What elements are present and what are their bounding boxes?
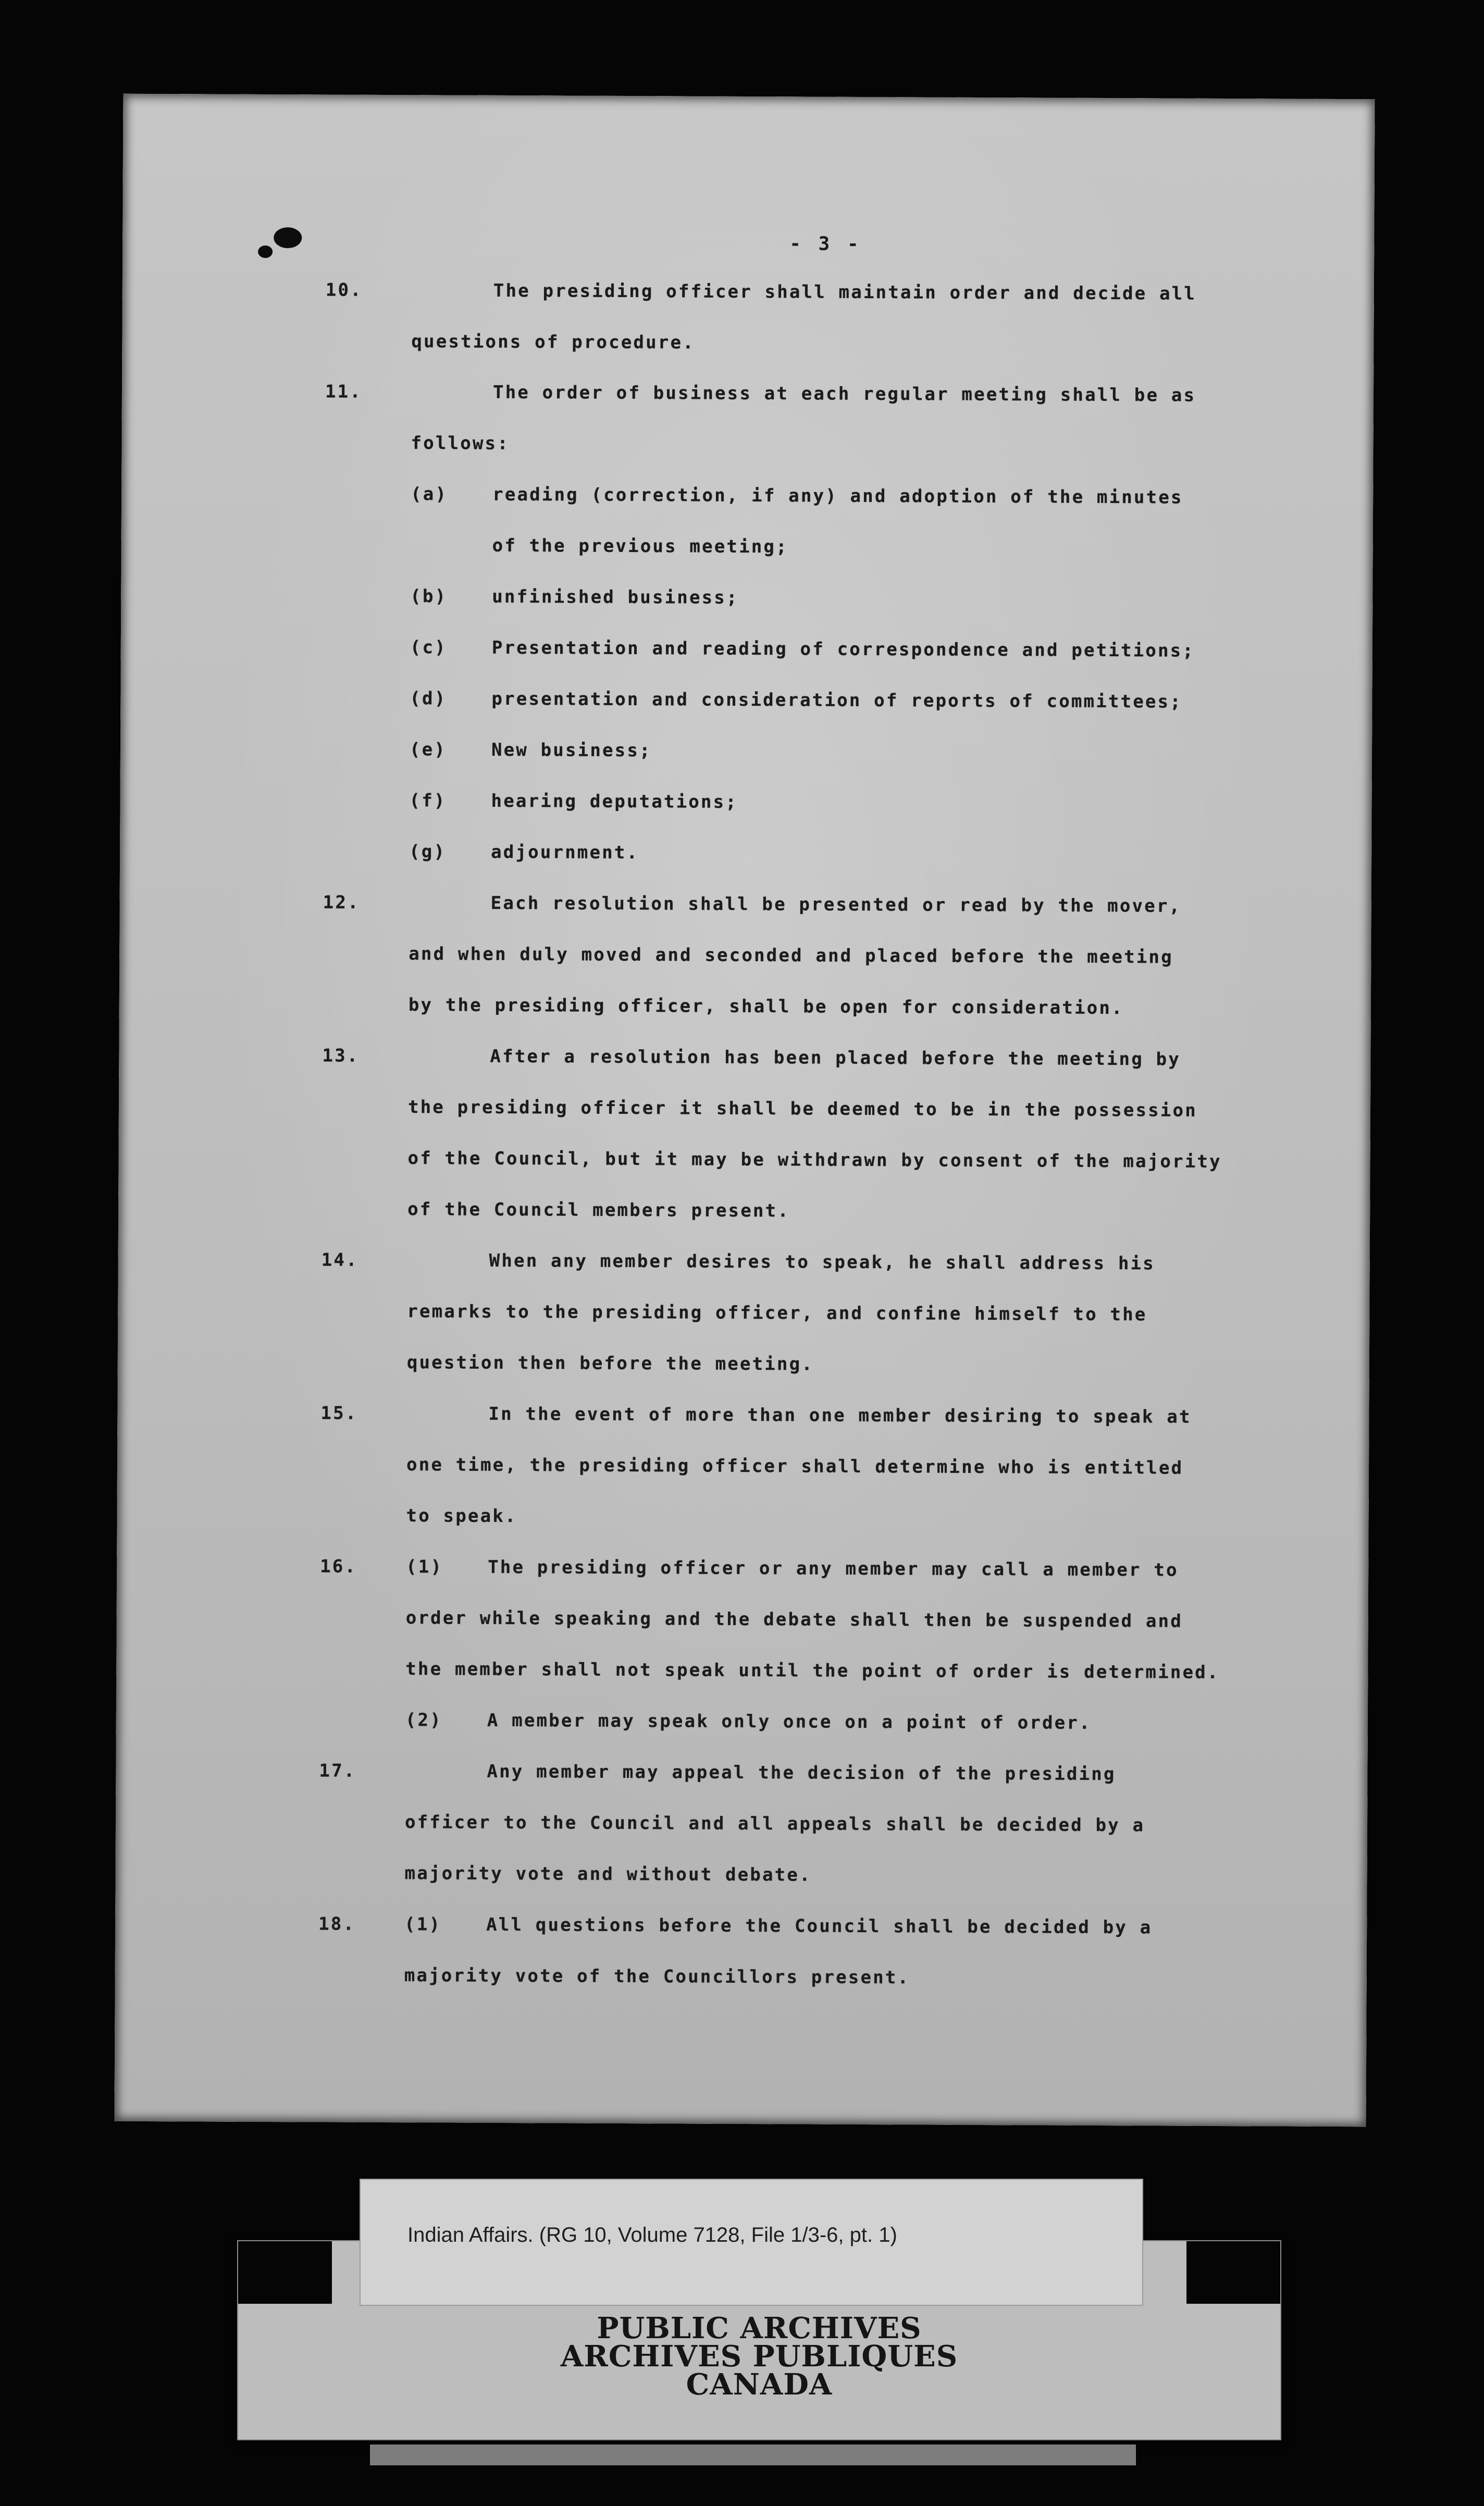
clause-number: 17. — [319, 1760, 356, 1782]
clause-line: of the Council, but it may be withdrawn by consent of the majority — [407, 1148, 1222, 1172]
board-notch — [1186, 2241, 1280, 2304]
scanned-page — [115, 94, 1375, 2127]
clause-line: After a resolution has been placed before the meeting by — [490, 1046, 1181, 1070]
stamp-line: CANADA — [686, 2367, 833, 2402]
clause-line: majority vote of the Councillors present. — [404, 1965, 910, 1988]
list-item-label: (a) — [411, 484, 448, 505]
clause-number: 14. — [321, 1249, 358, 1271]
clause-line: follows: — [411, 433, 510, 454]
clause-line: Any member may appeal the decision of the presiding — [487, 1761, 1116, 1785]
clause-line: the presiding officer it shall be deemed to be in the possession — [407, 1097, 1197, 1121]
ink-smudge — [258, 245, 273, 258]
clause-17 — [116, 1760, 1367, 1886]
clause-line: All questions before the Council shall be decided by a — [486, 1914, 1153, 1938]
list-item-label: (d) — [410, 688, 447, 709]
archive-reference-card — [360, 2179, 1143, 2306]
clause-line: The presiding officer shall maintain order and decide all — [493, 280, 1197, 304]
list-item: of the previous meeting; — [492, 535, 788, 558]
clause-number: 13. — [322, 1045, 360, 1066]
clause-line: question then before the meeting. — [406, 1352, 814, 1375]
list-item: unfinished business; — [492, 586, 739, 608]
list-item-label: (c) — [410, 637, 447, 658]
list-item-label: (f) — [409, 790, 447, 812]
archive-reference: Indian Affairs. (RG 10, Volume 7128, File 1/3-6, pt. 1) — [407, 2224, 897, 2246]
stamp-line: PUBLIC ARCHIVES — [597, 2311, 922, 2345]
clause-line: the member shall not speak until the point of order is determined. — [405, 1659, 1220, 1683]
clause-number: 11. — [325, 381, 363, 402]
clause-number: 15. — [320, 1403, 358, 1424]
clause-line: of the Council members present. — [407, 1199, 790, 1222]
list-item: Presentation and reading of correspondence and petitions; — [491, 637, 1195, 661]
clause-line: The presiding officer or any member may call a member to — [488, 1556, 1179, 1581]
clause-line: The order of business at each regular meeting shall be as — [492, 382, 1196, 406]
clause-line: questions of procedure. — [411, 331, 695, 353]
sub-clause-label: (2) — [405, 1710, 442, 1731]
clause-number: 12. — [323, 892, 360, 913]
list-item-label: (e) — [409, 739, 447, 760]
list-item: presentation and consideration of reports of committees; — [491, 688, 1183, 713]
clause-11 — [122, 380, 1372, 864]
clause-12 — [120, 891, 1370, 1019]
clause-line: one time, the presiding officer shall determine who is entitled — [406, 1454, 1184, 1479]
clause-line: order while speaking and the debate shall then be suspended and — [405, 1607, 1183, 1632]
clause-18 — [115, 1913, 1366, 1988]
clause-10 — [122, 279, 1373, 353]
list-item: hearing deputations; — [491, 790, 738, 813]
sub-clause-label: (1) — [406, 1556, 443, 1578]
archive-stamp — [238, 2311, 1280, 2402]
clause-line: by the presiding officer, shall be open for consideration. — [408, 994, 1124, 1019]
clause-line: When any member desires to speak, he shall address his — [489, 1250, 1155, 1274]
sub-clause-label: (1) — [404, 1914, 442, 1935]
clause-number: 18. — [318, 1913, 356, 1935]
clause-number: 16. — [320, 1556, 357, 1577]
clause-line: to speak. — [406, 1505, 517, 1527]
clause-line: Each resolution shall be presented or read by the mover, — [490, 892, 1182, 917]
clause-line: In the event of more than one member desiring to speak at — [488, 1403, 1192, 1428]
clause-number: 10. — [325, 279, 363, 301]
clause-16 — [117, 1555, 1367, 1734]
list-item: New business; — [491, 739, 652, 761]
ink-smudge — [274, 227, 302, 248]
clause-15 — [118, 1402, 1368, 1527]
clause-line: officer to the Council and all appeals shall be decided by a — [404, 1812, 1145, 1836]
list-item-label: (g) — [409, 841, 447, 863]
board-notch — [238, 2241, 332, 2304]
clause-14 — [118, 1249, 1369, 1375]
mount-strip — [370, 2444, 1136, 2465]
list-item: adjournment. — [491, 841, 639, 864]
list-item: reading (correction, if any) and adoption of the minutes — [492, 484, 1183, 508]
list-item-label: (b) — [410, 586, 448, 607]
clause-line: remarks to the presiding officer, and confine himself to the — [407, 1301, 1147, 1325]
page-number: - 3 - — [789, 233, 862, 255]
clause-line: and when duly moved and seconded and placed before the meeting — [409, 943, 1173, 968]
clause-line: majority vote and without debate. — [404, 1863, 812, 1886]
stamp-line: ARCHIVES PUBLIQUES — [560, 2339, 958, 2374]
clause-line: A member may speak only once on a point of order. — [487, 1710, 1092, 1734]
clause-13 — [119, 1045, 1370, 1222]
